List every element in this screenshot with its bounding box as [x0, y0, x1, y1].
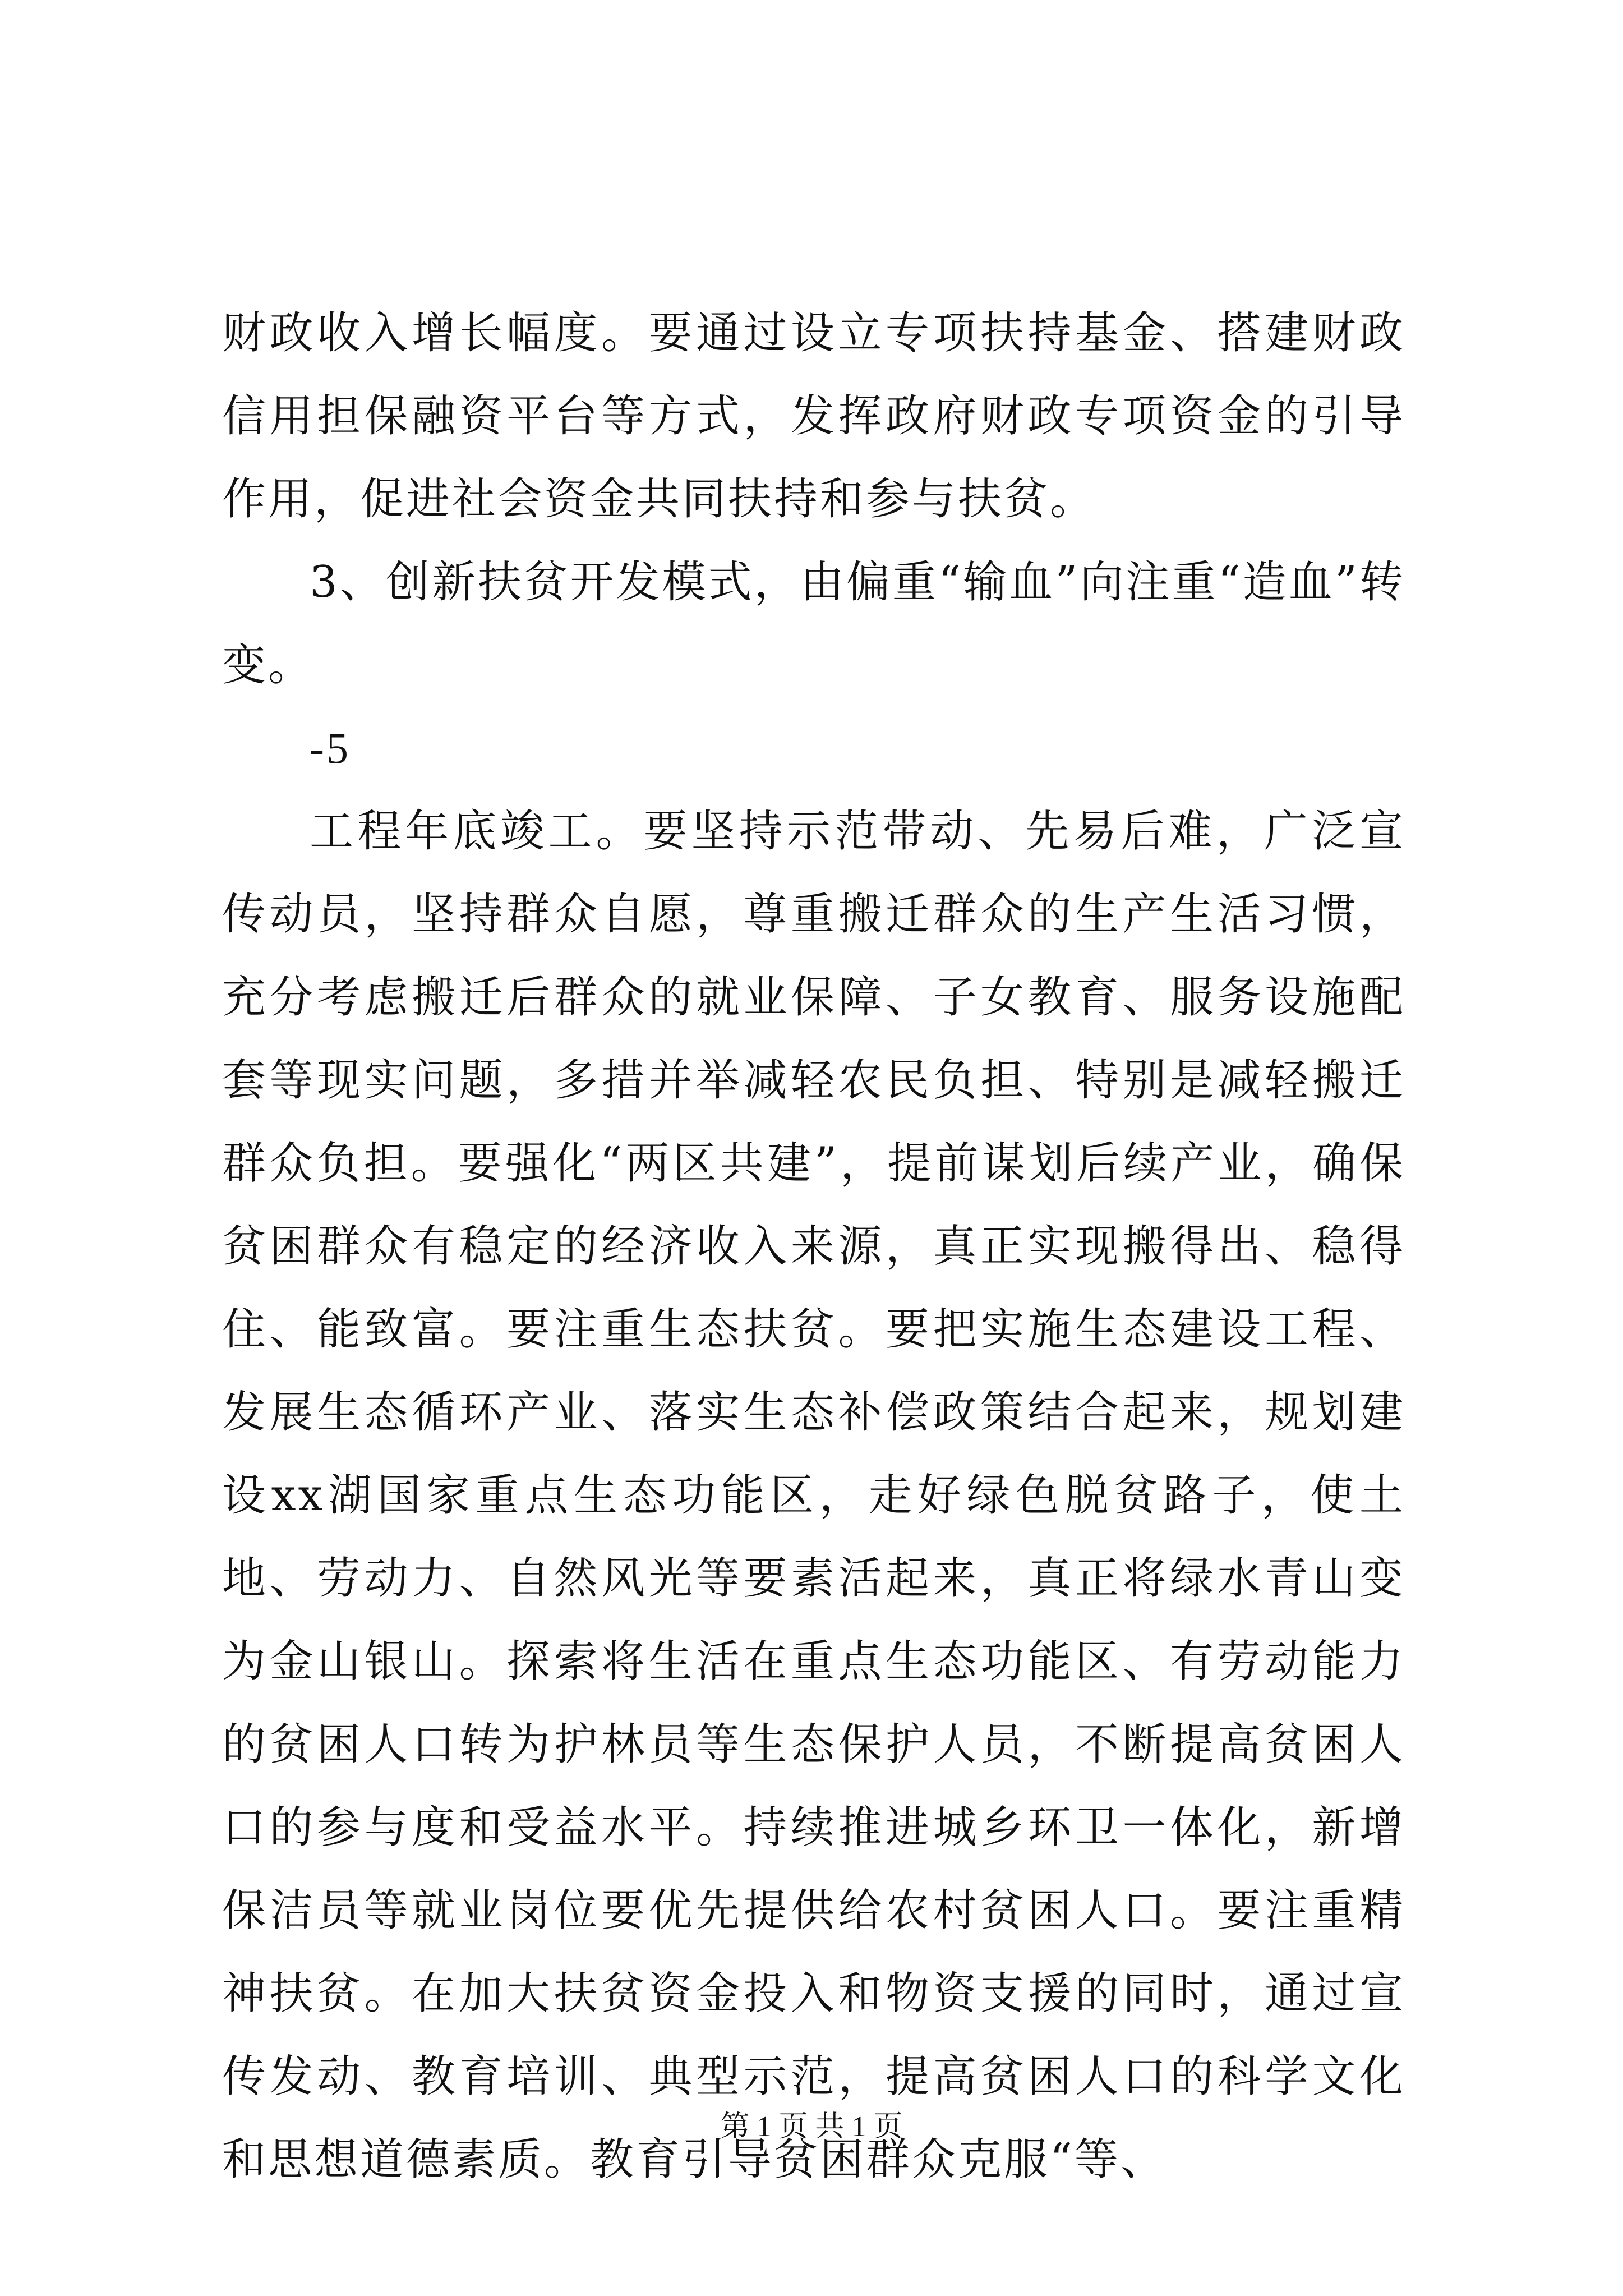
paragraph-section-heading: 3、创新扶贫开发模式，由偏重“输血”向注重“造血”转变。: [222, 557, 1405, 691]
paragraph-main: 工程年底竣工。要坚持示范带动、先易后难，广泛宣传动员，坚持群众自愿，尊重搬迁群众的生产生活习惯，充分考虑搬迁后群众的就业保障、子女教育、服务设施配套等现实问题，多措并举减轻农民负担、特别是减轻搬迁群众负担。要强化“两区共建”，提前谋划后续产业，确保贫困群众有稳定的经济收入来源，真正实现搬得出、稳得住、能致富。要注重生态扶贫。要把实施生态建设工程、发展生态循环产业、落实生态补偿政策结合起来，规划建设xx湖国家重点生态功能区，走好绿色脱贫路子，使土地、劳动力、自然风光等要素活起来，真正将绿水青山变为金山银山。探索将生活在重点生态功能区、有劳动能力的贫困人口转为护林员等生态保护人员，不断提高贫困人口的参与度和受益水平。持续推进城乡环卫一体化，新增保洁员等就业岗位要优先提供给农村贫困人口。要注重精神扶贫。在加大扶贫资金投入和物资支援的同时，通过宣传发动、教育培训、典型示范，提高贫困人口的科学文化和思想道德素质。教育引导贫困群众克服“等、: [222, 806, 1405, 2185]
page-footer: 第 1 页 共 1 页: [720, 2111, 903, 2143]
document-body: [222, 292, 1405, 2201]
paragraph-continuation: 财政收入增长幅度。要通过设立专项扶持基金、搭建财政信用担保融资平台等方式，发挥政府财政专项资金的引导作用，促进社会资金共同扶持和参与扶贫。: [222, 308, 1405, 524]
page-marker: -5: [310, 724, 351, 772]
